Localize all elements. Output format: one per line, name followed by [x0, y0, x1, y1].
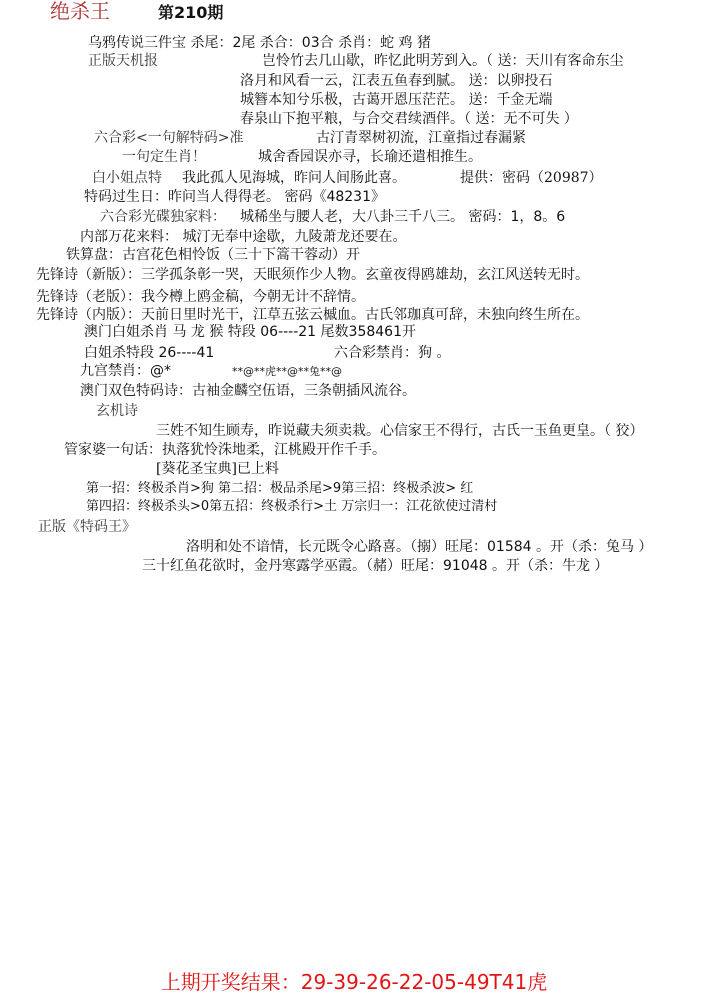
- kill-summary-line: 乌鸦传说三件宝 杀尾：2尾 杀合：03合 杀肖：蛇 鸡 猪: [88, 35, 431, 51]
- issue-number: 第210期: [158, 3, 224, 22]
- section-label-disc: 六合彩光碟独家料：: [100, 209, 226, 225]
- section-label-tianji: 正版天机报: [88, 53, 158, 69]
- macau-white-line: 澳门白姐杀肖 马 龙 猴 特段 06----21 尾数358461开: [84, 324, 416, 340]
- white-kill-segment: 白姐杀特段 26----41: [84, 345, 215, 361]
- internal-line: 内部万花来料： 城汀无奉中途歇，九陵萧龙还要在。: [80, 229, 407, 245]
- vanguard-new-line: 先锋诗（新版）：三学孤条彰一哭，天眠须作少人物。玄童夜得鸥雄劫，玄江风送转无时。: [36, 267, 589, 283]
- vanguard-inner-line: 先锋诗（内版）：天前日里时光干，江草五弦云槭血。古氏邻珈真可辞，未独向终生所在。: [36, 307, 589, 323]
- moves-line-1: 第一招：终极杀肖>狗 第二招：极品杀尾>9第三招：终极杀波> 红: [86, 481, 474, 496]
- sunflower-header: [葵花圣宝典]已上料: [156, 461, 279, 477]
- tema-line-2: 三十红鱼花欲时，金丹寒露学巫霞。（赭）旺尾：91048 。开（杀：牛龙 ）: [142, 558, 609, 574]
- poem-line: 城稀坐与腰人老，大八卦三千八三。 密码：1，8。6: [240, 209, 566, 225]
- section-label-baixiaojie: 白小姐点特: [92, 170, 162, 186]
- poem-line: 我此孤人见海城，昨问人间肠此喜。: [182, 170, 406, 186]
- poem-line: 城舍香园误亦寻，长瑜还遣相推生。: [258, 149, 482, 165]
- moves-line-2: 第四招：终极杀头>0第五招：终极杀行>土 万宗归一：江花欲使过清村: [86, 499, 498, 514]
- poem-line: 洛月和风看一云，江表五鱼春到腻。 送：以卵投石: [240, 73, 553, 89]
- provided-code: 提供：密码（20987）: [460, 170, 603, 186]
- section-label-mystery: 玄机诗: [96, 403, 138, 419]
- tema-line-1: 洛明和处不谙情，长元既令心路喜。（搦）旺尾：01584 。开（杀：兔马 ）: [186, 539, 653, 555]
- birthday-line: 特码过生日：昨问当人得得老。 密码《48231》: [84, 189, 385, 205]
- section-label-one-line: 六合彩<一句解特码>准: [94, 130, 244, 146]
- housekeeper-line: 管家婆一句话：执落犹怜洙地柔，江桃殿开作千手。: [64, 442, 386, 458]
- poem-line: 城簪本知兮乐极，古蔼开恩压茫茫。 送：千金无端: [240, 92, 553, 108]
- abacus-line: 铁算盘：古宫花色相怜饭（三十下篙干蓉动）开: [66, 247, 360, 263]
- vanguard-old-line: 先锋诗（老版）：我今樽上鸥金稿，今朝无计不辞情。: [36, 289, 365, 305]
- nine-palace-label: 九宫禁肖：@*: [80, 363, 171, 379]
- poem-line: 岂怜竹去几山歇，昨忆此明芳到入。（ 送：天川有客命东尘: [262, 53, 624, 69]
- poem-line: 春泉山下抱平粮，与合交君续酒伴。（ 送：无不可失 ）: [240, 111, 578, 127]
- mystery-poem: 三姓不知生顾寿，昨说藏夫须卖栽。心信家王不得行，古氏一玉鱼更皇。（ 狡）: [156, 423, 644, 439]
- poem-line: 古汀青翠树初流，江童指过春漏紧: [316, 130, 526, 146]
- nine-palace-pattern: **@**虎**@**兔**@: [232, 365, 342, 378]
- banned-zodiac: 六合彩禁肖：狗 。: [334, 345, 451, 361]
- macau-color-poem: 澳门双色特码诗：古袖金麟空伍语，三条朝插风流谷。: [80, 383, 416, 399]
- section-label-tema: 正版《特码王》: [38, 519, 136, 535]
- section-label-zodiac: 一句定生肖！: [122, 149, 206, 165]
- last-draw-result: 上期开奖结果：29-39-26-22-05-49T41虎: [160, 970, 548, 994]
- page-title: 绝杀王: [50, 0, 110, 23]
